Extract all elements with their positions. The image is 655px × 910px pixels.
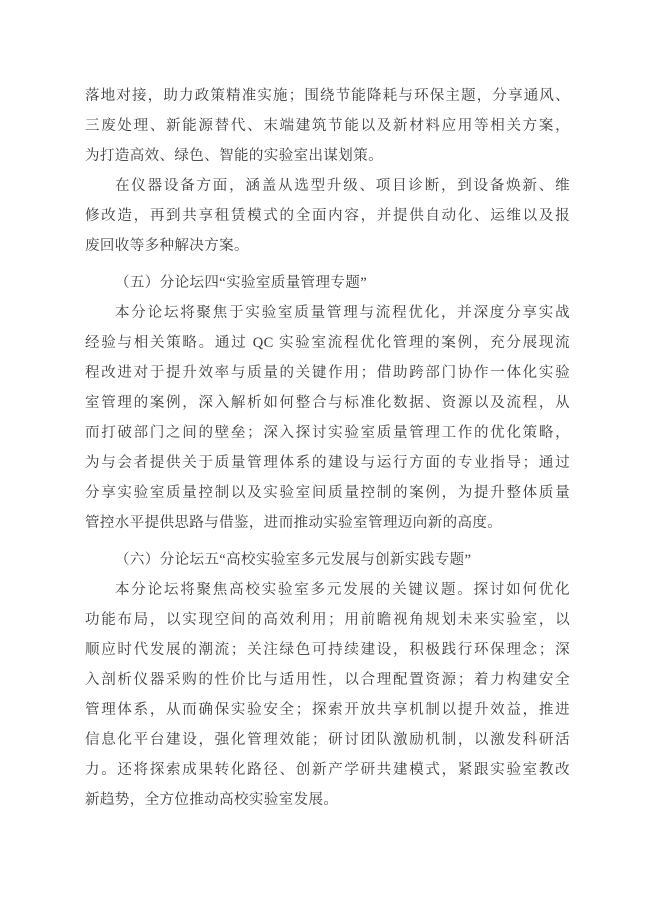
paragraph bbox=[85, 298, 570, 538]
paragraph bbox=[85, 81, 570, 171]
text-line: 废回收等多种解决方案。 bbox=[85, 238, 249, 254]
text-line: 分享实验室质量控制以及实验室间质量控制的案例，为提升整体质量 bbox=[85, 485, 570, 501]
text-line: 经验与相关策略。通过 QC 实验室流程优化管理的案例，充分展现流 bbox=[85, 335, 570, 351]
text-line: 力。还将探索成果转化路径、创新产学研共建模式，紧跟实验室教改 bbox=[85, 762, 570, 778]
text-line: 管理体系，从而确保实验安全；探索开放共享机制以提升效益，推进 bbox=[85, 702, 570, 718]
text-line: 为打造高效、绿色、智能的实验室出谋划策。 bbox=[85, 148, 383, 164]
text-line: 管控水平提供思路与借鉴，进而推动实验室管理迈向新的高度。 bbox=[85, 515, 503, 531]
section-heading bbox=[85, 268, 570, 298]
paragraph bbox=[85, 575, 570, 815]
text-line: （五）分论坛四“实验室质量管理专题” bbox=[115, 275, 368, 291]
section-heading bbox=[85, 545, 570, 575]
text-line: 室管理的案例，深入解析如何整合与标准化数据、资源以及流程，从 bbox=[85, 395, 570, 411]
text-line: 入剖析仪器采购的性价比与适用性，以合理配置资源；着力构建安全 bbox=[85, 672, 570, 688]
document-content bbox=[85, 81, 570, 815]
text-line: 为与会者提供关于质量管理体系的建设与运行方面的专业指导；通过 bbox=[85, 455, 570, 471]
text-line: （六）分论坛五“高校实验室多元发展与创新实践专题” bbox=[115, 552, 472, 568]
text-line: 顺应时代发展的潮流；关注绿色可持续建设，积极践行环保理念；深 bbox=[85, 642, 570, 658]
text-line: 三废处理、新能源替代、末端建筑节能以及新材料应用等相关方案， bbox=[85, 118, 570, 134]
text-line: 新趋势，全方位推动高校实验室发展。 bbox=[85, 792, 339, 808]
text-line: 程改进对于提升效率与质量的关键作用；借助跨部门协作一体化实验 bbox=[85, 365, 570, 381]
paragraph bbox=[85, 171, 570, 261]
text-line: 本分论坛将聚焦高校实验室多元发展的关键议题。探讨如何优化 bbox=[115, 582, 570, 598]
text-line: 修改造，再到共享租赁模式的全面内容，并提供自动化、运维以及报 bbox=[85, 208, 570, 224]
text-line: 在仪器设备方面，涵盖从选型升级、项目诊断，到设备焕新、维 bbox=[115, 178, 570, 194]
text-line: 落地对接，助力政策精准实施；围绕节能降耗与环保主题，分享通风、 bbox=[85, 88, 570, 104]
text-line: 信息化平台建设，强化管理效能；研讨团队激励机制，以激发科研活 bbox=[85, 732, 570, 748]
text-line: 而打破部门之间的壁垒；深入探讨实验室质量管理工作的优化策略， bbox=[85, 425, 570, 441]
text-line: 功能布局，以实现空间的高效利用；用前瞻视角规划未来实验室，以 bbox=[85, 612, 570, 628]
text-line: 本分论坛将聚焦于实验室质量管理与流程优化，并深度分享实战 bbox=[115, 305, 570, 321]
